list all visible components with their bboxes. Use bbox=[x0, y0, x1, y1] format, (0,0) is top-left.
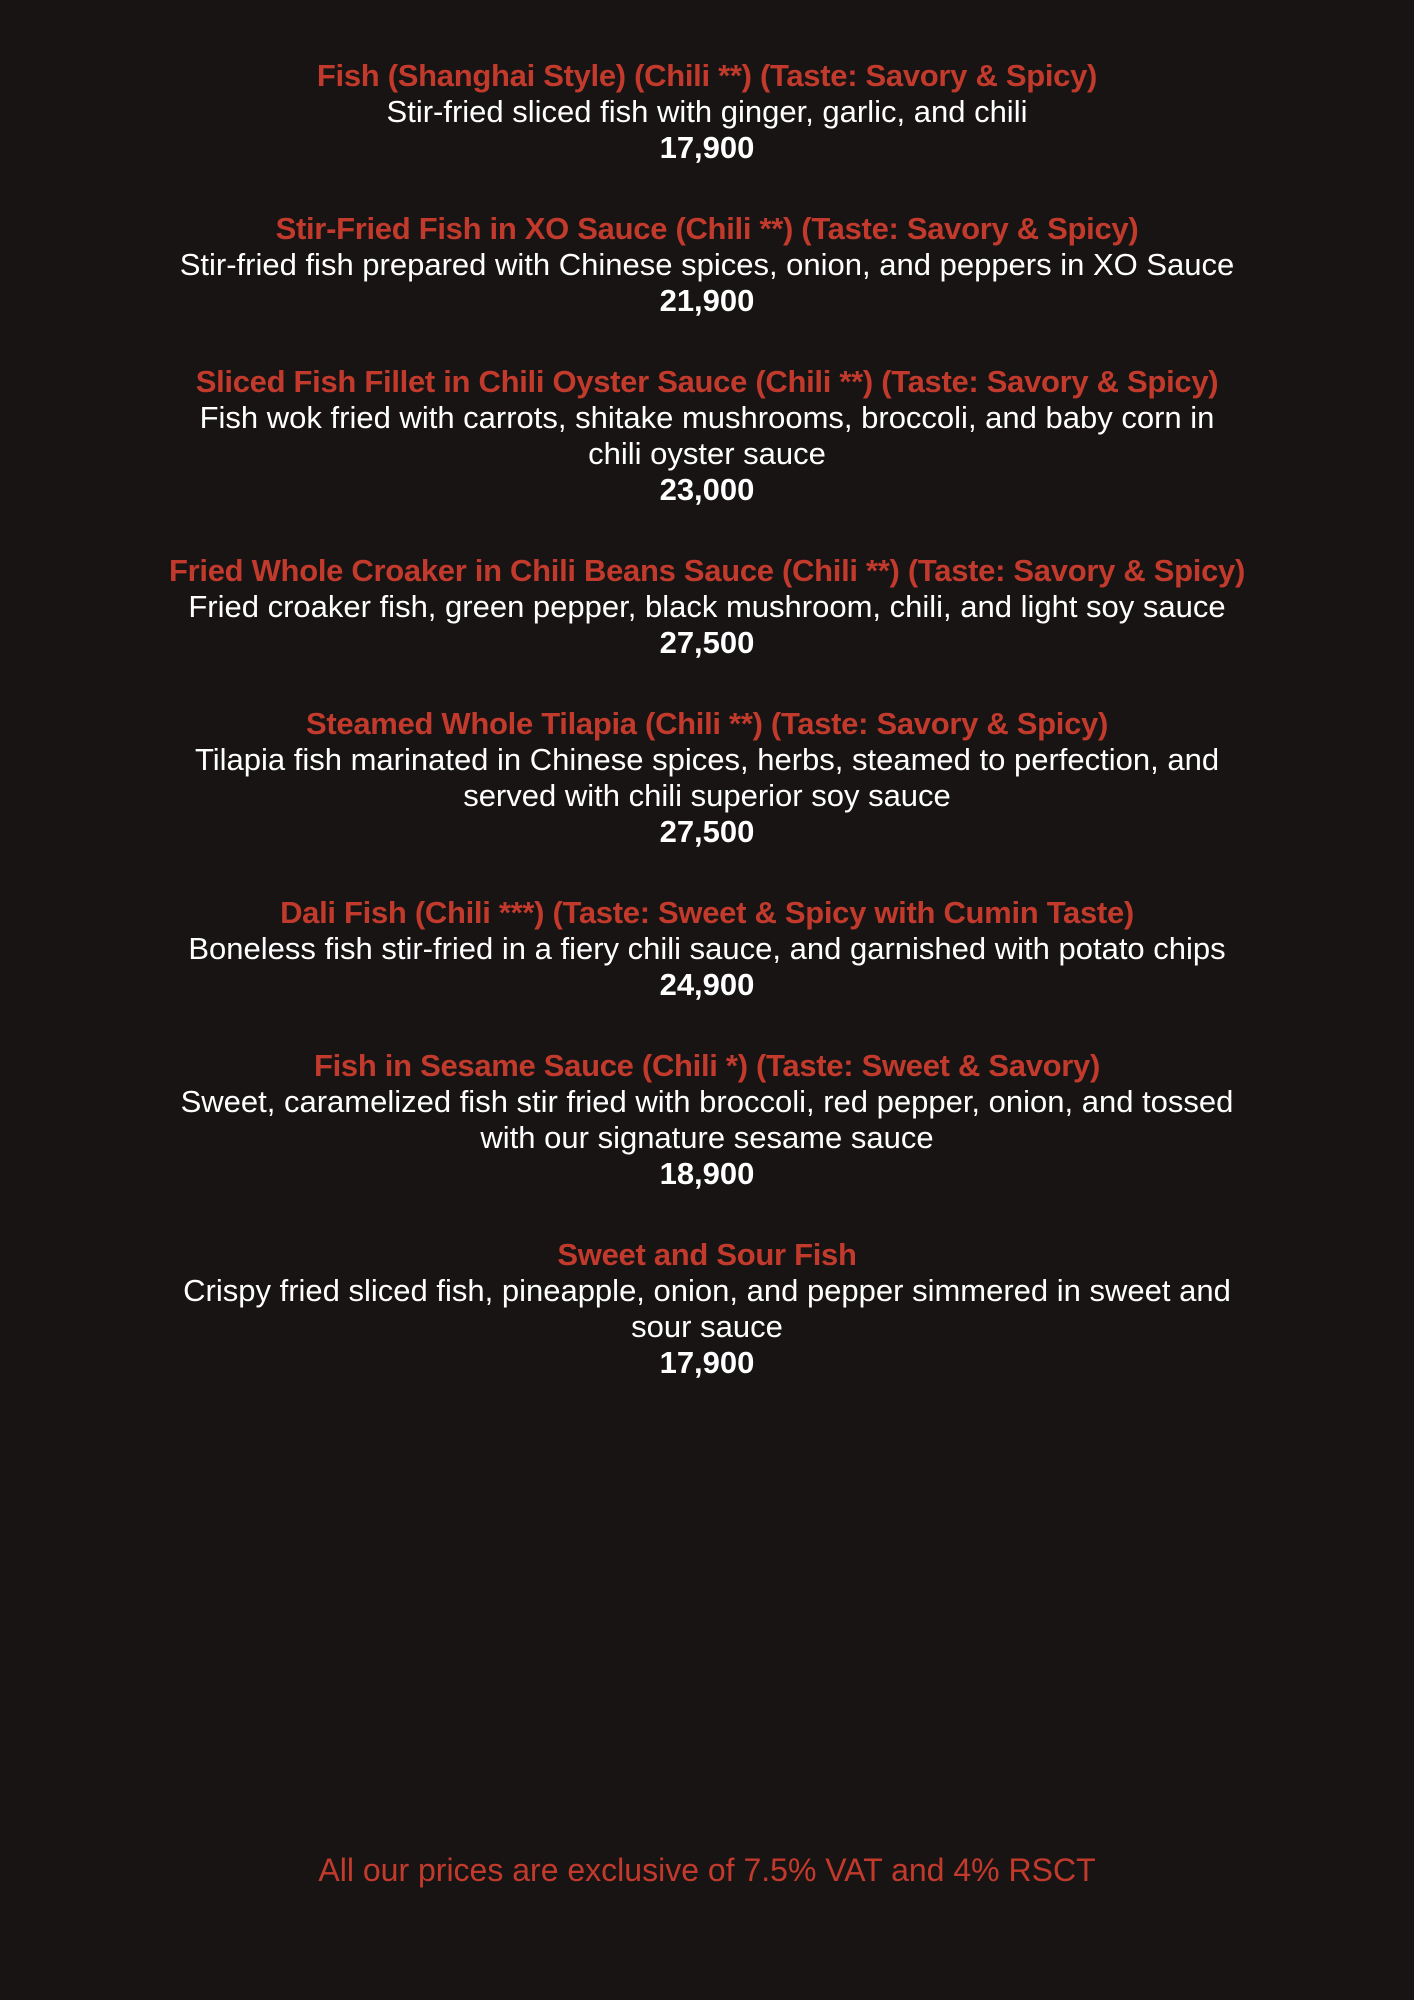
item-price: 24,900 bbox=[659, 967, 755, 1002]
item-title: Steamed Whole Tilapia (Chili **) (Taste: Savory & Spicy) bbox=[305, 706, 1109, 741]
item-price: 21,900 bbox=[659, 283, 755, 318]
item-description: Stir-fried sliced fish with ginger, garlic, and chili bbox=[386, 94, 1028, 129]
item-title: Fish in Sesame Sauce (Chili *) (Taste: Sweet & Savory) bbox=[313, 1048, 1101, 1083]
menu-item bbox=[27, 58, 1387, 166]
item-price: 17,900 bbox=[659, 130, 755, 165]
menu-item bbox=[27, 895, 1387, 1003]
item-title: Stir-Fried Fish in XO Sauce (Chili **) (Taste: Savory & Spicy) bbox=[275, 211, 1139, 246]
item-title: Dali Fish (Chili ***) (Taste: Sweet & Spicy with Cumin Taste) bbox=[280, 895, 1134, 930]
item-description: Fried croaker fish, green pepper, black mushroom, chili, and light soy sauce bbox=[188, 589, 1226, 624]
item-price: 18,900 bbox=[659, 1156, 755, 1191]
item-description: Stir-fried fish prepared with Chinese spices, onion, and peppers in XO Sauce bbox=[179, 247, 1235, 282]
item-title: Fried Whole Croaker in Chili Beans Sauce (Chili **) (Taste: Savory & Spicy) bbox=[169, 553, 1245, 588]
item-description: Tilapia fish marinated in Chinese spices, herbs, steamed to perfection, and served with chili superior soy sauce bbox=[194, 742, 1220, 813]
item-description: Boneless fish stir-fried in a fiery chili sauce, and garnished with potato chips bbox=[188, 931, 1226, 966]
item-price: 27,500 bbox=[659, 814, 755, 849]
item-description: Fish wok fried with carrots, shitake mushrooms, broccoli, and baby corn in chili oyster sauce bbox=[199, 400, 1215, 471]
item-price: 27,500 bbox=[659, 625, 755, 660]
vat-note: All our prices are exclusive of 7.5% VAT and 4% RSCT bbox=[318, 1852, 1096, 1888]
item-price: 23,000 bbox=[659, 472, 755, 507]
menu-list bbox=[27, 0, 1387, 1381]
item-title: Fish (Shanghai Style) (Chili **) (Taste: Savory & Spicy) bbox=[316, 58, 1098, 93]
menu-item bbox=[27, 553, 1387, 661]
item-description: Sweet, caramelized fish stir fried with broccoli, red pepper, onion, and tossed with our signature sesame sauce bbox=[180, 1084, 1234, 1155]
item-title: Sliced Fish Fillet in Chili Oyster Sauce (Chili **) (Taste: Savory & Spicy) bbox=[195, 364, 1219, 399]
item-description: Crispy fried sliced fish, pineapple, onion, and pepper simmered in sweet and sour sauce bbox=[183, 1273, 1231, 1344]
menu-item bbox=[27, 211, 1387, 319]
menu-item bbox=[27, 1237, 1387, 1381]
menu-item bbox=[27, 706, 1387, 850]
item-price: 17,900 bbox=[659, 1345, 755, 1380]
item-title: Sweet and Sour Fish bbox=[557, 1237, 857, 1272]
menu-item bbox=[27, 364, 1387, 508]
menu-item bbox=[27, 1048, 1387, 1192]
